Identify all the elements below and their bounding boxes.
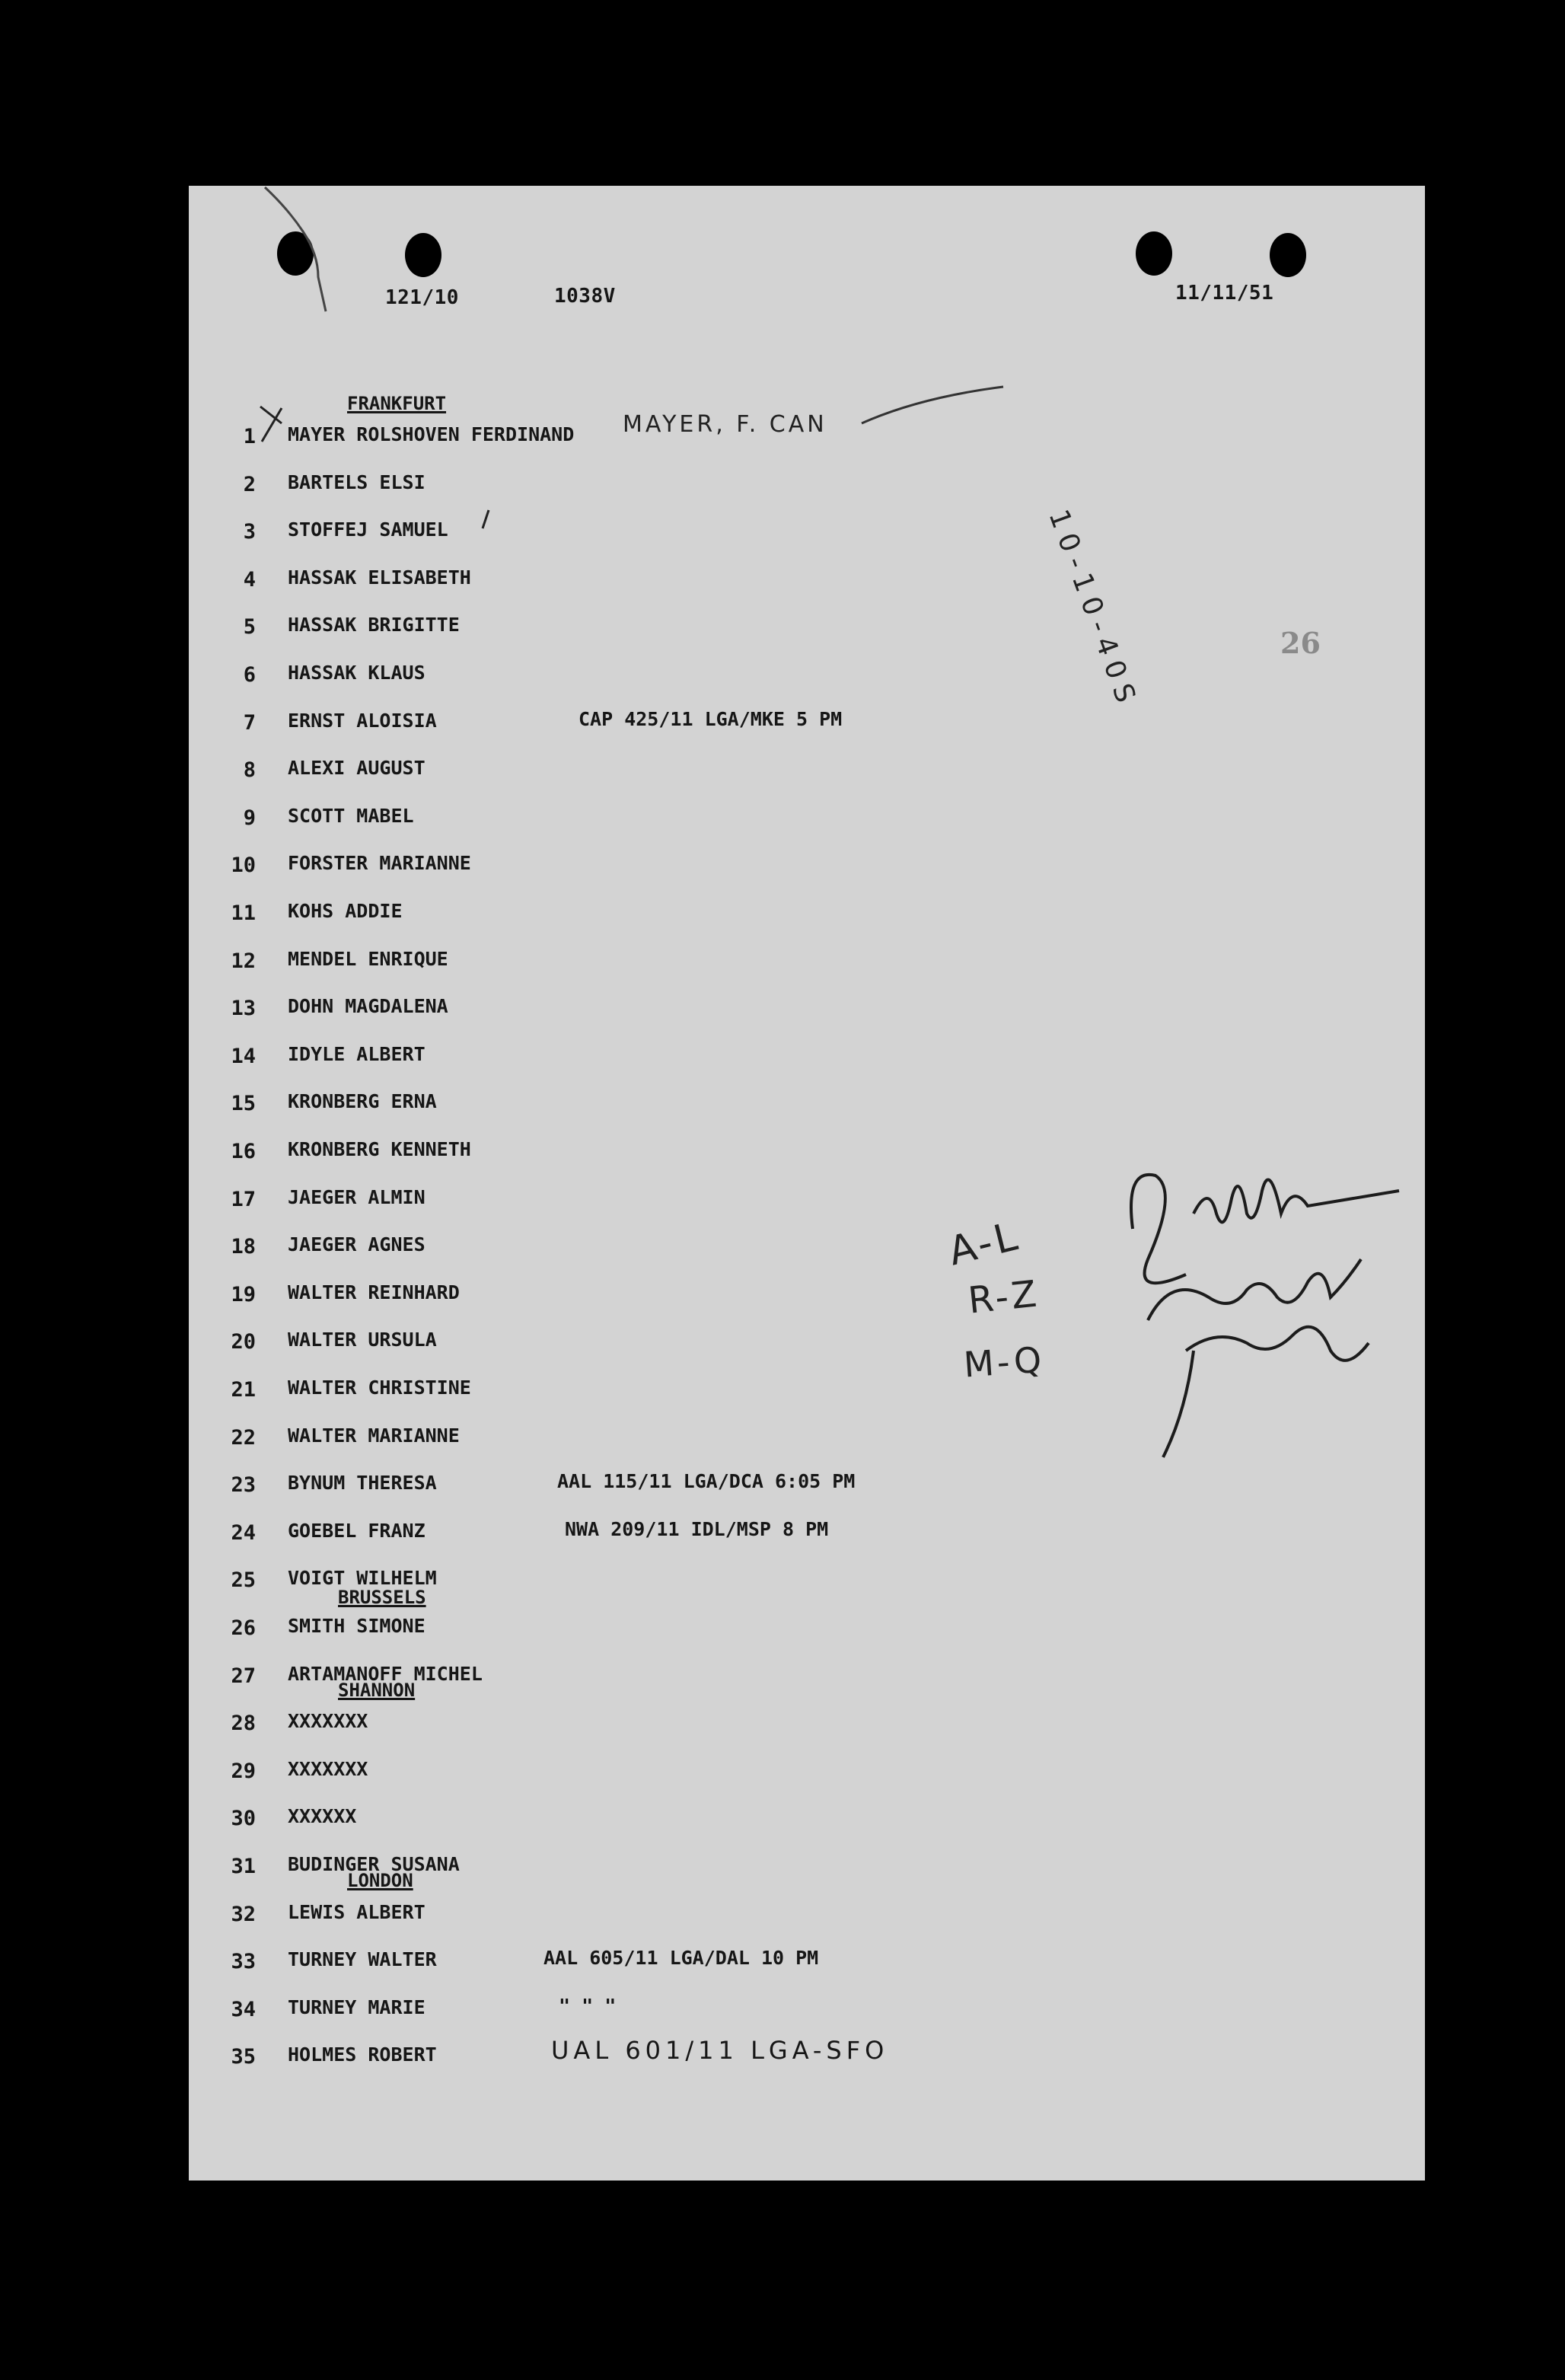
row-number: 17 (231, 1188, 256, 1211)
handwritten-stroke (859, 382, 1011, 428)
row-number: 20 (231, 1330, 256, 1354)
passenger-name: XXXXXXX (288, 1710, 368, 1732)
row-number: 32 (231, 1903, 256, 1926)
punch-hole (1270, 233, 1306, 277)
passenger-name: IDYLE ALBERT (288, 1043, 426, 1065)
passenger-name: BUDINGER SUSANA (288, 1853, 460, 1875)
passenger-name: KRONBERG KENNETH (288, 1138, 471, 1160)
row-number: 33 (231, 1950, 256, 1973)
row-number: 30 (231, 1807, 256, 1830)
punch-hole (405, 233, 441, 277)
row-number: 22 (231, 1426, 256, 1450)
passenger-name: VOIGT WILHELM (288, 1567, 437, 1589)
row-number: 35 (231, 2045, 256, 2069)
row-number: 25 (231, 1568, 256, 1592)
flight-info: CAP 425/11 LGA/MKE 5 PM (579, 708, 843, 730)
passenger-name: SMITH SIMONE (288, 1615, 426, 1637)
passenger-name: GOEBEL FRANZ (288, 1520, 426, 1542)
passenger-name: MAYER ROLSHOVEN FERDINAND (288, 423, 575, 445)
row-number: 26 (231, 1616, 256, 1640)
row-number: 2 (243, 473, 256, 496)
passenger-name: ARTAMANOFF MICHEL (288, 1663, 483, 1685)
row-number: 14 (231, 1045, 256, 1068)
row-number: 6 (243, 663, 256, 687)
row-number: 27 (231, 1664, 256, 1688)
row-number: 5 (243, 615, 256, 639)
flight-info: NWA 209/11 IDL/MSP 8 PM (565, 1518, 829, 1540)
row-number: 7 (243, 711, 256, 735)
handwritten-range-r-z: R-Z (966, 1272, 1042, 1322)
header-mid-code: 1038V (554, 285, 616, 308)
passenger-name: JAEGER ALMIN (288, 1186, 426, 1208)
passenger-name: TURNEY WALTER (288, 1948, 437, 1970)
passenger-name: HASSAK ELISABETH (288, 566, 471, 589)
signature-scribble (1102, 1122, 1422, 1472)
passenger-name: MENDEL ENRIQUE (288, 948, 448, 970)
handwritten-mayer-note: MAYER, F. CAN (623, 411, 827, 438)
row-number: 18 (231, 1235, 256, 1259)
passenger-name: WALTER MARIANNE (288, 1424, 460, 1447)
row-number: 13 (231, 997, 256, 1020)
passenger-name: BARTELS ELSI (288, 471, 426, 493)
row-number: 9 (243, 806, 256, 830)
city-heading-brussels: BRUSSELS (338, 1587, 426, 1608)
row-number: 3 (243, 520, 256, 544)
passenger-name: SCOTT MABEL (288, 805, 414, 827)
punch-hole (1136, 231, 1172, 276)
passenger-name: LEWIS ALBERT (288, 1901, 426, 1923)
row-number: 1 (243, 425, 256, 448)
city-heading-london: LONDON (347, 1870, 413, 1891)
passenger-name: WALTER URSULA (288, 1329, 437, 1351)
row-number: 15 (231, 1092, 256, 1115)
passenger-name: DOHN MAGDALENA (288, 995, 448, 1017)
passenger-name: ALEXI AUGUST (288, 757, 426, 779)
passenger-name: KOHS ADDIE (288, 900, 403, 922)
row-number: 12 (231, 949, 256, 973)
handwritten-side-date: 10-10-40S (1042, 506, 1144, 714)
handwritten-range-a-l: A-L (944, 1213, 1025, 1275)
flight-info: AAL 115/11 LGA/DCA 6:05 PM (557, 1470, 856, 1492)
passenger-name: KRONBERG ERNA (288, 1090, 437, 1112)
passenger-name: ERNST ALOISIA (288, 710, 437, 732)
row-number: 29 (231, 1759, 256, 1783)
header-date: 11/11/51 (1175, 282, 1274, 305)
passenger-name: HASSAK KLAUS (288, 662, 426, 684)
row-number: 24 (231, 1521, 256, 1545)
row-number: 11 (231, 901, 256, 925)
small-mark (478, 509, 493, 531)
row-number: 8 (243, 758, 256, 782)
flight-info: UAL 601/11 LGA-SFO (551, 2036, 889, 2065)
row-number: 23 (231, 1473, 256, 1497)
row-number: 28 (231, 1712, 256, 1735)
passenger-name: BYNUM THERESA (288, 1472, 437, 1494)
passenger-name: TURNEY MARIE (288, 1996, 426, 2018)
row-number: 16 (231, 1140, 256, 1163)
flight-info: " " " (559, 1995, 617, 2017)
passenger-name: HOLMES ROBERT (288, 2043, 437, 2066)
passenger-name: XXXXXXX (288, 1758, 368, 1780)
page-stamp: 26 (1280, 626, 1321, 660)
check-mark-icon (254, 400, 292, 446)
row-number: 19 (231, 1283, 256, 1306)
passenger-name: HASSAK BRIGITTE (288, 614, 460, 636)
document-page (189, 186, 1425, 2181)
header-left-code: 121/10 (385, 286, 459, 309)
passenger-name: FORSTER MARIANNE (288, 852, 471, 874)
city-heading-shannon: SHANNON (338, 1680, 416, 1701)
passenger-name: WALTER REINHARD (288, 1281, 460, 1303)
city-heading-frankfurt: FRANKFURT (347, 393, 447, 414)
flight-info: AAL 605/11 LGA/DAL 10 PM (543, 1947, 819, 1969)
passenger-name: JAEGER AGNES (288, 1233, 426, 1255)
row-number: 34 (231, 1998, 256, 2021)
row-number: 4 (243, 568, 256, 592)
row-number: 21 (231, 1378, 256, 1402)
paper-crease (257, 186, 349, 315)
passenger-name: XXXXXX (288, 1805, 357, 1827)
row-number: 10 (231, 853, 256, 877)
passenger-name: STOFFEJ SAMUEL (288, 518, 448, 541)
row-number: 31 (231, 1855, 256, 1878)
handwritten-range-m-q: M-Q (962, 1338, 1046, 1386)
passenger-name: WALTER CHRISTINE (288, 1377, 471, 1399)
